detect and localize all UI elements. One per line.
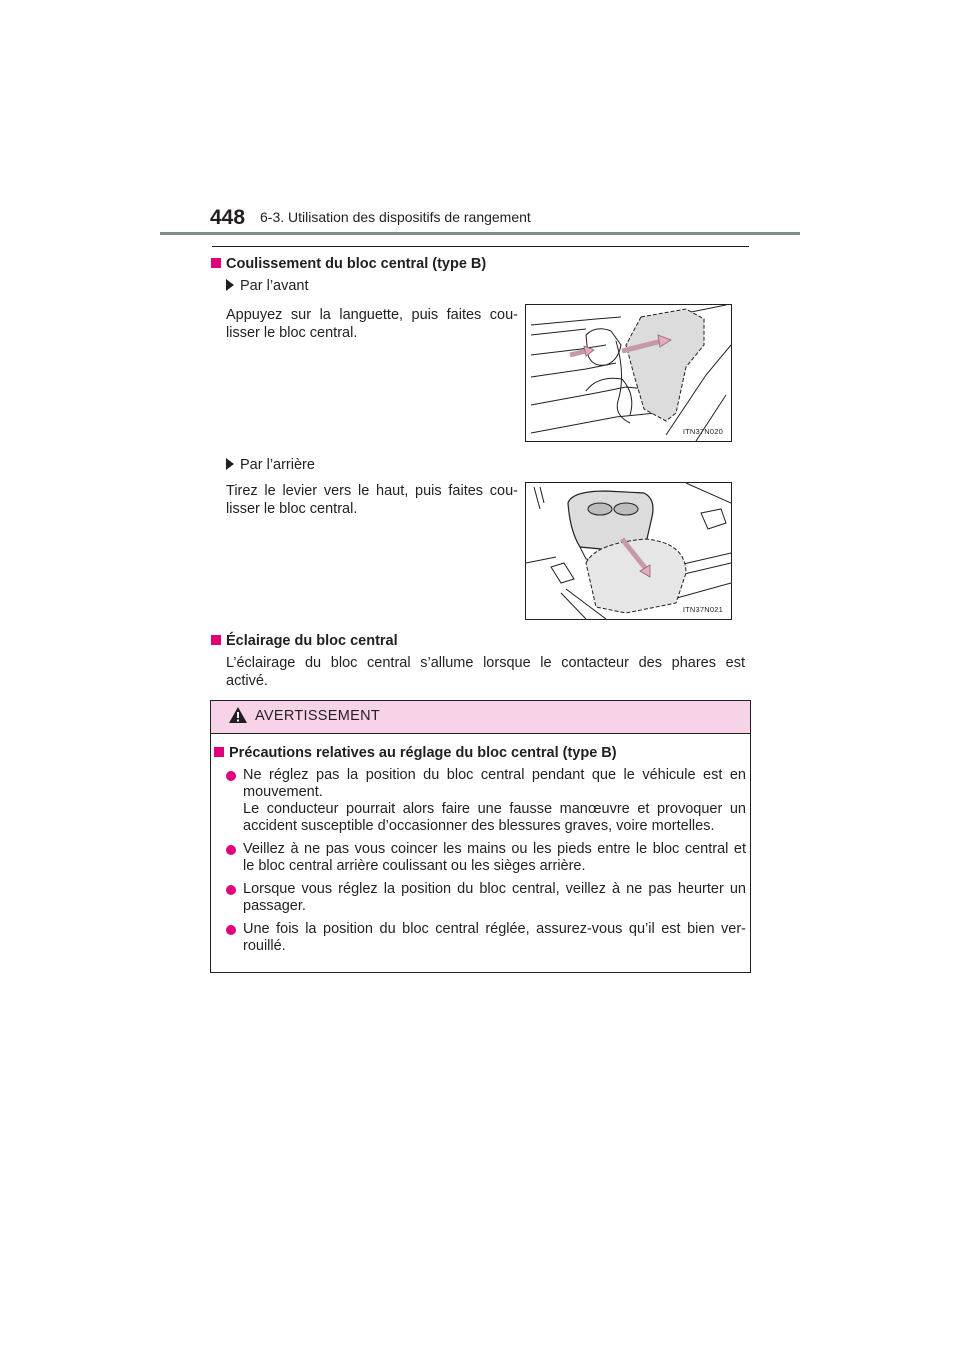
square-bullet-icon: [211, 635, 221, 645]
page-number: 448: [210, 206, 246, 229]
section-heading-sliding: Coulissement du bloc central (type B): [211, 256, 486, 272]
warning-item: Une fois la position du bloc central réglée, assurez-vous qu’il est bien ver- rouillé.: [226, 921, 746, 955]
warning-item: Ne réglez pas la position du bloc central pendant que le véhicule est en mouvement. Le conducteur pourrait alors faire une fausse manœuvre et provoquer un accident susceptible d’occasionner des blessures graves, voire mortelles.: [226, 767, 746, 835]
triangle-arrow-icon: [226, 279, 234, 291]
round-bullet-icon: [226, 771, 236, 781]
round-bullet-icon: [226, 885, 236, 895]
square-bullet-icon: [214, 747, 224, 757]
rear-instruction: Tirez le levier vers le haut, puis faites cou- lisser le bloc central.: [226, 483, 518, 517]
warning-header: [211, 701, 750, 734]
lighting-text: L’éclairage du bloc central s’allume lorsque le contacteur des phares est activé.: [226, 655, 745, 689]
warning-heading: Précautions relatives au réglage du bloc central (type B): [214, 745, 617, 761]
warning-item: Lorsque vous réglez la position du bloc central, veillez à ne pas heurter un passager.: [226, 881, 746, 915]
warning-label: AVERTISSEMENT: [255, 708, 381, 724]
chapter-title: 6-3. Utilisation des dispositifs de rangement: [260, 209, 531, 225]
front-instruction: Appuyez sur la languette, puis faites cou- lisser le bloc central.: [226, 307, 518, 341]
console-front-illustration: [526, 305, 731, 441]
header-rule: [160, 232, 800, 235]
round-bullet-icon: [226, 925, 236, 935]
figure-code: ITN37N020: [682, 427, 723, 436]
section-rule: [212, 246, 749, 247]
figure-rear-slide: [525, 482, 732, 620]
subheading-front: Par l’avant: [226, 277, 309, 295]
warning-box: [210, 700, 751, 973]
figure-front-slide: [525, 304, 732, 442]
round-bullet-icon: [226, 845, 236, 855]
console-rear-illustration: [526, 483, 731, 619]
subheading-rear: Par l’arrière: [226, 456, 315, 474]
section-heading-lighting: Éclairage du bloc central: [211, 633, 398, 649]
triangle-arrow-icon: [226, 458, 234, 470]
square-bullet-icon: [211, 258, 221, 268]
warning-item: Veillez à ne pas vous coincer les mains ou les pieds entre le bloc central et le bloc central arrière coulissant ou les sièges arrière.: [226, 841, 746, 875]
figure-code: ITN37N021: [682, 605, 723, 614]
warning-triangle-icon: [228, 706, 248, 724]
